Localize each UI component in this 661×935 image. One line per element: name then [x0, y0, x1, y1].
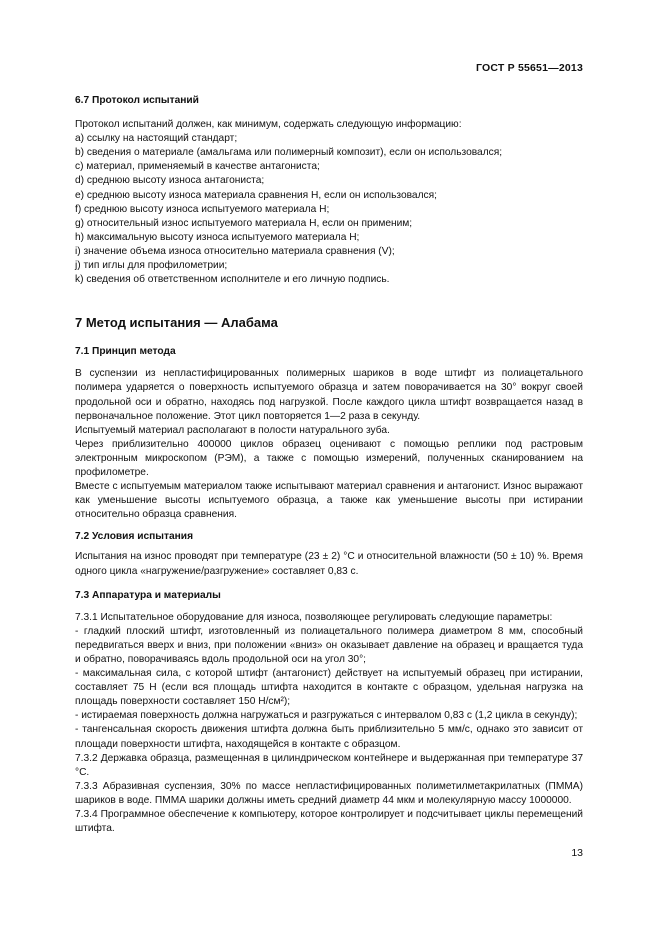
paragraph-7-3-1: 7.3.1 Испытательное оборудование для износа, позволяющее регулировать следующие параметры:: [75, 611, 553, 623]
paragraph-7-3-1-c: - истираемая поверхность должна нагружаться и разгружаться с интервалом 0,83 с (1,2 цикла в секунду);: [75, 710, 578, 722]
list-item-j: j) тип иглы для профилометрии;: [75, 260, 228, 272]
paragraph-7-3-2: 7.3.2 Державка образца, размещенная в цилиндрическом контейнере и выдержанная при температуре 37 °C.: [75, 752, 583, 778]
page-content: [75, 94, 583, 836]
standard-header: ГОСТ Р 55651—2013: [475, 62, 583, 74]
list-item-e: e) среднюю высоту износа материала сравнения H, если он использовался;: [75, 189, 437, 201]
paragraph-7-3-1-b: - максимальная сила, с которой штифт (антагонист) действует на испытуемый образец при истирании, составляет 75 Н (если вся площадь штифта находится в контакте с образцом, удельная нагрузка на площадь поверхности составляет 150 Н/см²);: [75, 668, 583, 708]
paragraph-7-1-b: Испытуемый материал располагают в полости натурального зуба.: [75, 424, 390, 436]
paragraph-7-1-d: Вместе с испытуемым материалом также испытывают материал сравнения и антагонист. Износ выражают как уменьшение высоты испытуемого образца, а также как уменьшение высоты при истирании относительно образца сравнения.: [75, 481, 583, 521]
list-item-k: k) сведения об ответственном исполнителе и его личную подпись.: [75, 274, 390, 286]
section-7-2-title: 7.2 Условия испытания: [75, 531, 194, 543]
paragraph-7-1-a: В суспензии из непластифицированных полимерных шариков в воде штифт из полиацетального полимера ударяется о поверхность испытуемого образца и затем поворачивается на 30° вокруг своей продольной оси и обратно, находясь под нагрузкой. После каждого цикла штифт возвращается назад в первоначальное положение. Этот цикл повторяется 1—2 раза в секунду.: [75, 368, 583, 422]
page-number: 13: [571, 847, 583, 859]
section-7-3-title: 7.3 Аппаратура и материалы: [75, 589, 221, 601]
paragraph-7-3-4: 7.3.4 Программное обеспечение к компьютеру, которое контролирует и подсчитывает циклы перемещений штифта.: [75, 809, 583, 835]
section-7-title: 7 Метод испытания — Алабама: [75, 315, 278, 331]
list-item-d: d) среднюю высоту износа антагониста;: [75, 175, 265, 187]
paragraph-7-1-c: Через приблизительно 400000 циклов образец оценивают с помощью реплики под растровым электронным микроскопом (РЭМ), а также с помощью измерений, полученных сканированием на профилометре.: [75, 438, 583, 478]
list-item-c: c) материал, применяемый в качестве антагониста;: [75, 161, 320, 173]
paragraph-7-3-1-a: - гладкий плоский штифт, изготовленный из полиацетального полимера диаметром 8 мм, способный передвигаться вверх и вниз, при положении «вниз» он оказывает давление на образец и вращается туда и обратно, поворачиваясь вдоль продольной оси на угол 30°;: [75, 625, 583, 665]
list-item-g: g) относительный износ испытуемого материала H, если он применим;: [75, 217, 413, 229]
list-item-a: a) ссылку на настоящий стандарт;: [75, 133, 238, 145]
list-item-f: f) среднюю высоту износа испытуемого материала H;: [75, 203, 330, 215]
paragraph-7-2: Испытания на износ проводят при температуре (23 ± 2) °C и относительной влажности (50 ± 10) %. Время одного цикла «нагружение/разгружение» составляет 0,83 с.: [75, 551, 583, 577]
paragraph-7-3-1-d: - тангенсальная скорость движения штифта должна быть приблизительно 5 мм/с, однако это зависит от площади поверхности штифта, находящейся в контакте с образцом.: [75, 724, 583, 750]
section-7-1-title: 7.1 Принцип метода: [75, 346, 176, 358]
list-item-i: i) значение объема износа относительно материала сравнения (V);: [75, 245, 395, 257]
section-6-7-title: 6.7 Протокол испытаний: [75, 95, 199, 106]
section-6-7-intro: Протокол испытаний должен, как минимум, содержать следующую информацию:: [75, 119, 462, 131]
list-item-h: h) максимальную высоту износа испытуемого материала H;: [75, 231, 360, 243]
paragraph-7-3-3: 7.3.3 Абразивная суспензия, 30% по массе непластифицированных полиметилметакрилатных (ПММА) шариков в воде. ПММА шарики должны иметь средний диаметр 44 мкм и молекулярную массу 1000000.: [75, 780, 583, 806]
list-item-b: b) сведения о материале (амальгама или полимерный композит), если он использовался;: [75, 147, 503, 159]
